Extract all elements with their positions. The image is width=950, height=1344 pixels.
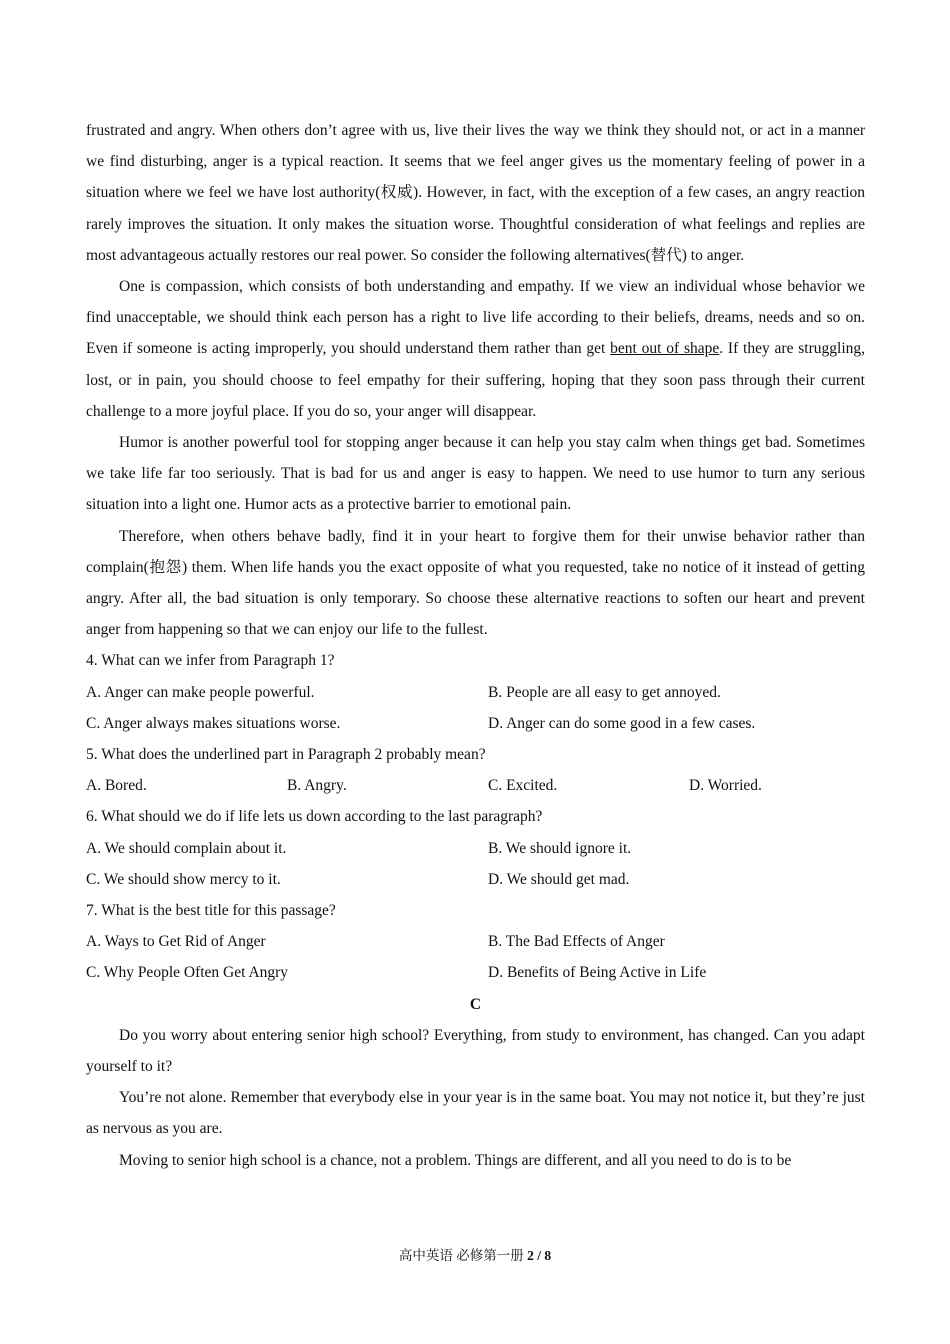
- question-4-options-row-2: [86, 708, 865, 739]
- document-page: [86, 115, 865, 1176]
- q4-option-a: A. Anger can make people powerful.: [86, 683, 315, 701]
- question-7-options-row-1: [86, 926, 865, 957]
- paragraph-2-text-after: . If they are struggling, lost, or in pain, you should choose to feel empathy for their suffering, hoping that they soon pass through their current challenge to a more joyful place. If you do so, your anger will disappear.: [86, 340, 865, 420]
- question-4-stem: 4. What can we infer from Paragraph 1?: [86, 652, 335, 670]
- question-4-options-row-1: [86, 677, 865, 708]
- passage-c-paragraph-1: Do you worry about entering senior high school? Everything, from study to environment, has changed. Can you adapt yourself to it?: [86, 1026, 865, 1075]
- question-5-stem: 5. What does the underlined part in Paragraph 2 probably mean?: [86, 746, 486, 764]
- page-footer: [0, 1244, 950, 1264]
- question-6-options-row-1: [86, 833, 865, 864]
- q4-option-b: B. People are all easy to get annoyed.: [488, 683, 721, 701]
- passage-b-paragraph-3: Humor is another powerful tool for stopping anger because it can help you stay calm when things get bad. Sometimes we take life far too seriously. That is bad for us and anger is easy to happen. We need to use humor to turn any serious situation into a light one. Humor acts as a protective barrier to emotional pain.: [86, 434, 865, 514]
- question-6-options-row-2: [86, 864, 865, 895]
- question-7-stem: 7. What is the best title for this passage?: [86, 901, 336, 919]
- q6-option-a: A. We should complain about it.: [86, 839, 287, 857]
- underlined-phrase: bent out of shape: [610, 340, 720, 358]
- q7-option-d: D. Benefits of Being Active in Life: [488, 964, 707, 982]
- question-5-options-row: [86, 770, 865, 801]
- passage-b-paragraph-1: frustrated and angry. When others don’t agree with us, live their lives the way we think they should not, or act in a manner we find disturbing, anger is a typical reaction. It seems that we feel anger gives us the momentary feeling of power in a situation where we feel we have lost authority(权威). However, in fact, with the exception of a few cases, an angry reaction rarely improves the situation. It only makes the situation worse. Thoughtful consideration of what feelings and replies are most advantageous actually restores our real power. So consider the following alternatives(替代) to anger.: [86, 122, 865, 264]
- q5-option-b: B. Angry.: [287, 777, 347, 795]
- q5-option-c: C. Excited.: [488, 777, 558, 795]
- q5-option-a: A. Bored.: [86, 777, 147, 795]
- q4-option-d: D. Anger can do some good in a few cases.: [488, 714, 756, 732]
- question-7-options-row-2: [86, 957, 865, 988]
- q6-option-c: C. We should show mercy to it.: [86, 870, 281, 888]
- footer-label: 高中英语 必修第一册: [398, 1248, 528, 1263]
- q5-option-d: D. Worried.: [689, 777, 762, 795]
- question-6-stem: 6. What should we do if life lets us down according to the last paragraph?: [86, 808, 543, 826]
- passage-c-paragraph-3: Moving to senior high school is a chance, not a problem. Things are different, and all you need to do is to be: [119, 1151, 792, 1169]
- paragraph-2-text-before: One is compassion, which consists of both understanding and empathy. If we view an individual whose behavior we find unacceptable, we should think each person has a right to live life according to their beliefs, dreams, needs and so on. Even if someone is acting improperly, you should understand them rather than get: [86, 278, 865, 358]
- q4-option-c: C. Anger always makes situations worse.: [86, 714, 341, 732]
- passage-b-paragraph-4: Therefore, when others behave badly, find it in your heart to forgive them for their unwise behavior rather than complain(抱怨) them. When life hands you the exact opposite of what you requested, take no notice of it instead of getting angry. After all, the bad situation is only temporary. So choose these alternative reactions to soften our heart and prevent anger from happening so that we can enjoy our life to the fullest.: [86, 527, 865, 639]
- passage-c-paragraph-2: You’re not alone. Remember that everybody else in your year is in the same boat. You may not notice it, but they’re just as nervous as you are.: [86, 1089, 865, 1138]
- q7-option-a: A. Ways to Get Rid of Anger: [86, 933, 266, 951]
- section-heading-c: C: [469, 995, 482, 1013]
- q7-option-b: B. The Bad Effects of Anger: [488, 933, 665, 951]
- q6-option-b: B. We should ignore it.: [488, 839, 632, 857]
- footer-page-number: 2: [527, 1248, 534, 1263]
- footer-page-total: 8: [544, 1248, 552, 1263]
- footer-separator: /: [533, 1248, 545, 1263]
- q6-option-d: D. We should get mad.: [488, 870, 630, 888]
- passage-b-paragraph-2: [86, 271, 865, 427]
- q7-option-c: C. Why People Often Get Angry: [86, 964, 289, 982]
